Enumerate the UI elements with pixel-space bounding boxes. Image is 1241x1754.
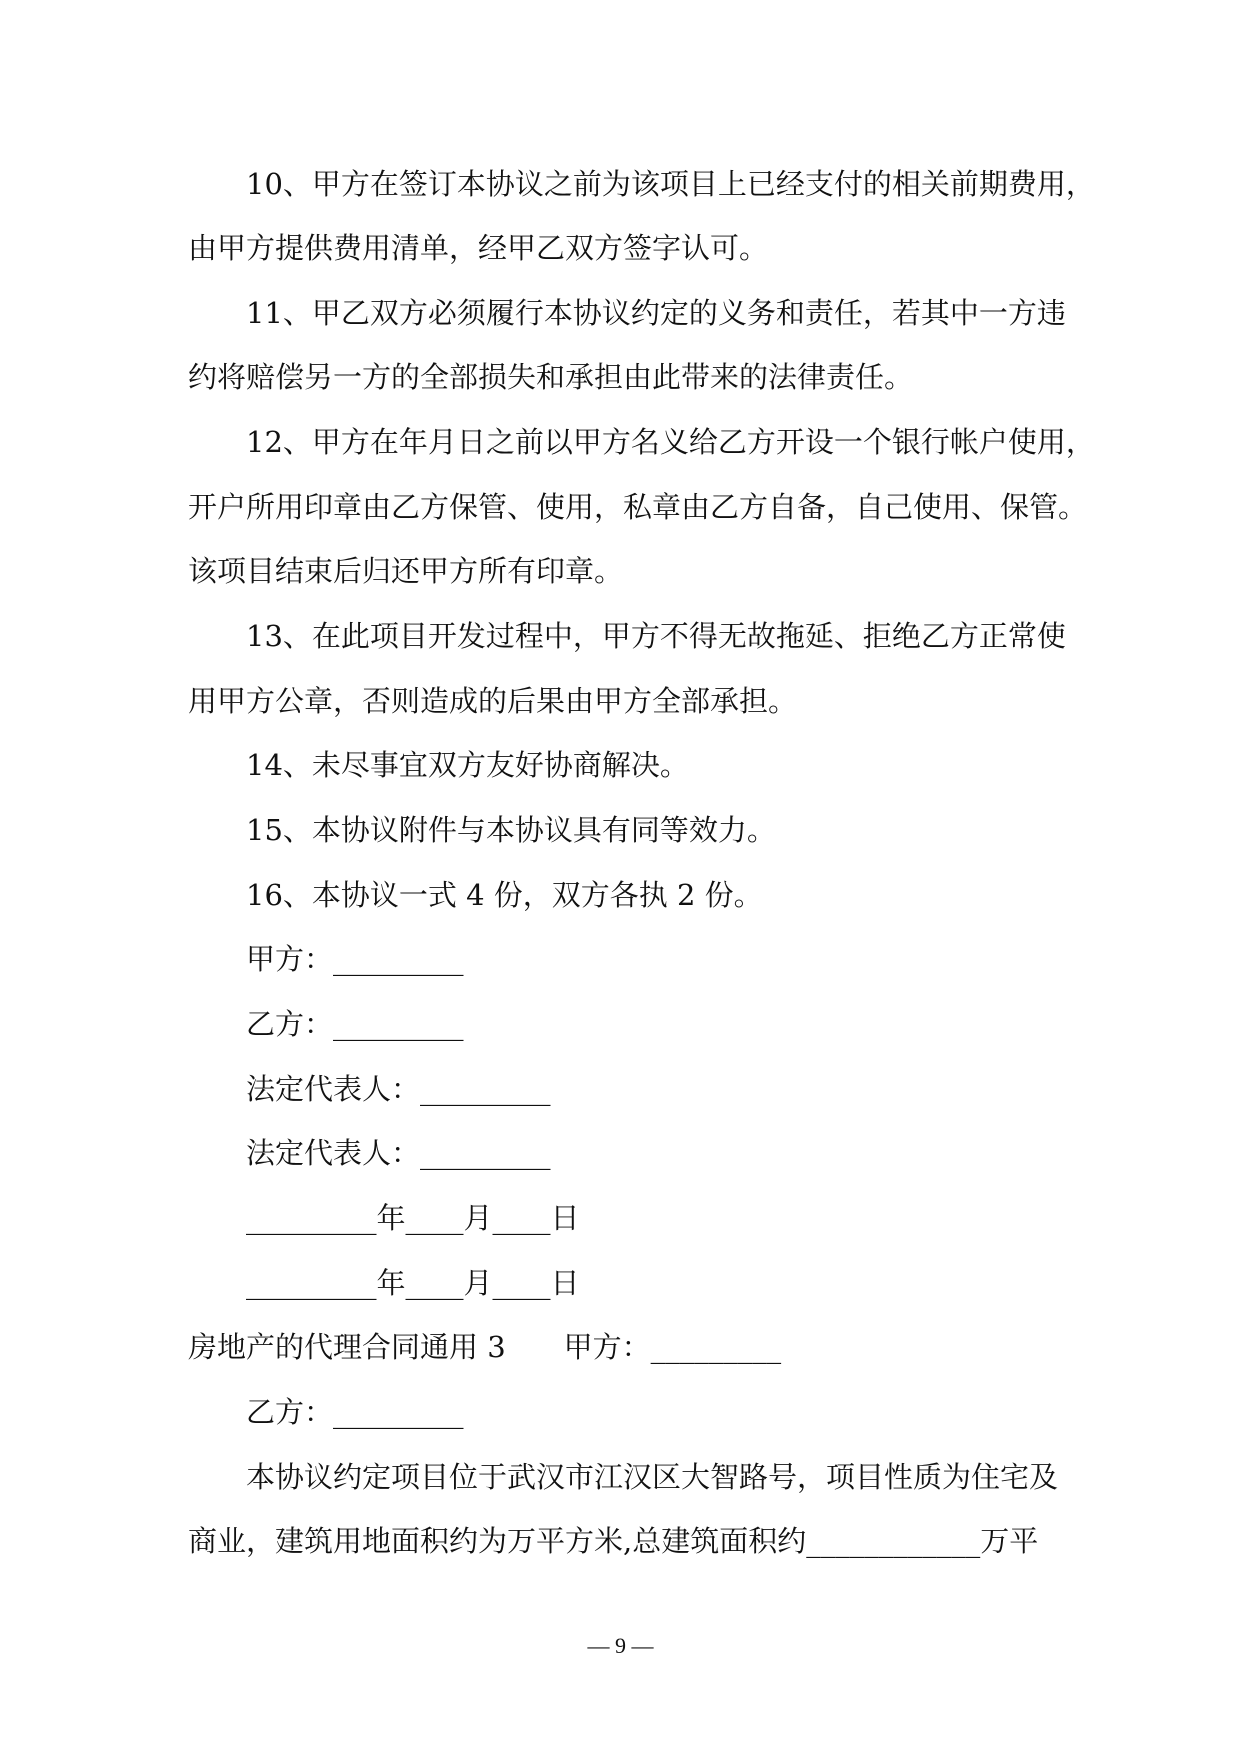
legal-representative-a: 法定代表人：_________ xyxy=(246,1072,551,1106)
clause-10-line-2: 由甲方提供费用清单，经甲乙双方签字认可。 xyxy=(188,231,769,265)
clause-13-line-2: 用甲方公章，否则造成的后果由甲方全部承担。 xyxy=(188,684,798,718)
legal-representative-b: 法定代表人：_________ xyxy=(246,1136,551,1170)
contract-3-paragraph-line-2: 商业，建筑用地面积约为万平方米,总建筑面积约____________万平 xyxy=(188,1524,1039,1558)
date-line-b: _________年____月____日 xyxy=(246,1266,580,1300)
date-line-a: _________年____月____日 xyxy=(246,1201,580,1235)
contract-3-paragraph-line-1: 本协议约定项目位于武汉市江汉区大智路号，项目性质为住宅及 xyxy=(246,1460,1059,1494)
clause-12-line-2: 开户所用印章由乙方保管、使用，私章由乙方自备，自己使用、保管。 xyxy=(188,490,1088,524)
clause-12-line-1: 12、甲方在年月日之前以甲方名义给乙方开设一个银行帐户使用， xyxy=(246,425,1095,459)
signature-party-a: 甲方：_________ xyxy=(246,942,464,976)
clause-15: 15、本协议附件与本协议具有同等效力。 xyxy=(246,813,776,847)
clause-12-line-3: 该项目结束后归还甲方所有印章。 xyxy=(188,554,624,588)
clause-13-line-1: 13、在此项目开发过程中，甲方不得无故拖延、拒绝乙方正常使 xyxy=(246,619,1066,653)
contract-3-party-b: 乙方：_________ xyxy=(246,1395,464,1429)
clause-14: 14、未尽事宜双方友好协商解决。 xyxy=(246,748,689,782)
clause-11-line-2: 约将赔偿另一方的全部损失和承担由此带来的法律责任。 xyxy=(188,360,914,394)
page-number: — 9 — xyxy=(587,1633,654,1658)
clause-16: 16、本协议一式 4 份，双方各执 2 份。 xyxy=(246,878,763,912)
clause-11-line-1: 11、甲乙双方必须履行本协议约定的义务和责任，若其中一方违 xyxy=(246,296,1066,330)
clause-10-line-1: 10、甲方在签订本协议之前为该项目上已经支付的相关前期费用， xyxy=(246,167,1095,201)
contract-3-heading: 房地产的代理合同通用 3 甲方：_________ xyxy=(188,1330,782,1364)
signature-party-b: 乙方：_________ xyxy=(246,1007,464,1041)
